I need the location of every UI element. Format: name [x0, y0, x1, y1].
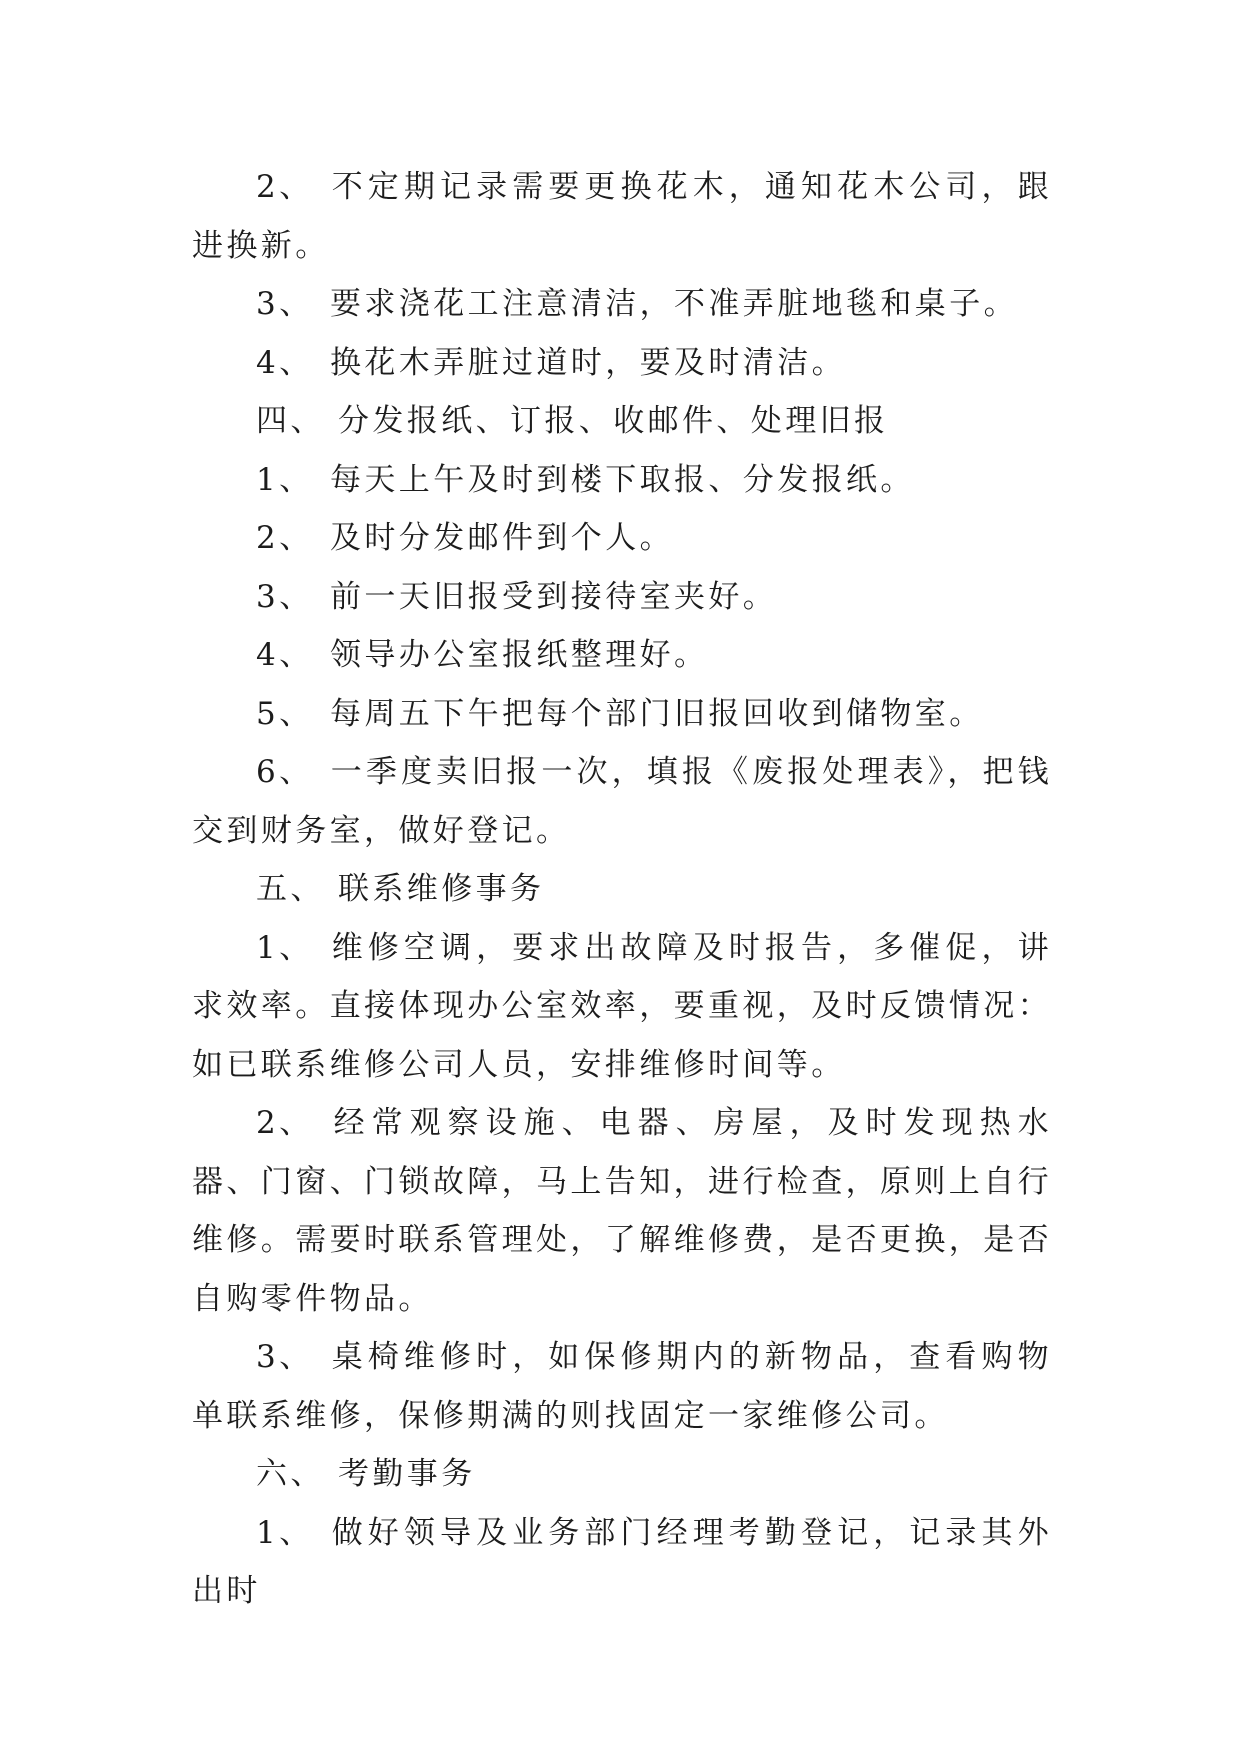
paragraph-text: 换花木弄脏过道时，要及时清洁。 [330, 344, 846, 381]
item-number: 2、 [256, 1105, 314, 1141]
paragraph-text: 每天上午及时到楼下取报、分发报纸。 [330, 461, 915, 498]
section-title: 分发报纸、订报、收邮件、处理旧报 [338, 403, 889, 439]
document-body [192, 158, 1052, 1621]
item-number: 3、 [256, 578, 314, 615]
paragraph [192, 1504, 1052, 1621]
paragraph-text: 一季度卖旧报一次，填报《废报处理表》，把钱交到财务室，做好登记。 [192, 754, 1052, 849]
section-heading [192, 392, 1052, 451]
paragraph-text: 做好领导及业务部门经理考勤登记，记录其外出时 [192, 1514, 1052, 1609]
item-number: 1、 [256, 461, 314, 498]
section-title: 考勤事务 [338, 1456, 476, 1492]
paragraph-text: 要求浇花工注意清洁，不准弄脏地毯和桌子。 [330, 286, 1018, 322]
paragraph-text: 每周五下午把每个部门旧报回收到储物室。 [330, 695, 984, 732]
paragraph [192, 509, 1052, 568]
paragraph [192, 743, 1052, 860]
paragraph [192, 334, 1052, 393]
item-number: 4、 [256, 344, 314, 381]
item-number: 6、 [256, 754, 314, 790]
section-heading [192, 860, 1052, 919]
paragraph [192, 158, 1052, 275]
paragraph [192, 1328, 1052, 1445]
section-title: 联系维修事务 [338, 871, 545, 907]
section-heading [192, 1445, 1052, 1504]
paragraph [192, 685, 1052, 744]
paragraph-text: 桌椅维修时，如保修期内的新物品，查看购物单联系维修，保修期满的则找固定一家维修公司。 [192, 1339, 1052, 1434]
paragraph [192, 919, 1052, 1095]
item-number: 2、 [256, 169, 314, 205]
paragraph [192, 275, 1052, 334]
item-number: 3、 [256, 286, 314, 322]
section-number: 四、 [256, 403, 325, 439]
item-number: 2、 [256, 520, 314, 556]
section-number: 五、 [256, 871, 325, 907]
item-number: 3、 [256, 1339, 314, 1375]
item-number: 1、 [256, 929, 314, 966]
paragraph-text: 领导办公室报纸整理好。 [330, 637, 709, 673]
paragraph [192, 626, 1052, 685]
paragraph [192, 568, 1052, 627]
paragraph-text: 及时分发邮件到个人。 [330, 520, 674, 556]
item-number: 1、 [256, 1514, 314, 1551]
paragraph-text: 维修空调，要求出故障及时报告，多催促，讲求效率。直接体现办公室效率，要重视，及时反馈情况：如已联系维修公司人员，安排维修时间等。 [192, 929, 1052, 1083]
paragraph [192, 451, 1052, 510]
paragraph-text: 不定期记录需要更换花木，通知花木公司，跟进换新。 [192, 169, 1052, 264]
section-number: 六、 [256, 1456, 325, 1492]
paragraph [192, 1094, 1052, 1328]
paragraph-text: 经常观察设施、电器、房屋，及时发现热水器、门窗、门锁故障，马上告知，进行检查，原则上自行维修。需要时联系管理处，了解维修费，是否更换，是否自购零件物品。 [192, 1105, 1052, 1317]
paragraph-text: 前一天旧报受到接待室夹好。 [330, 578, 778, 615]
item-number: 5、 [256, 695, 314, 732]
item-number: 4、 [256, 637, 314, 673]
